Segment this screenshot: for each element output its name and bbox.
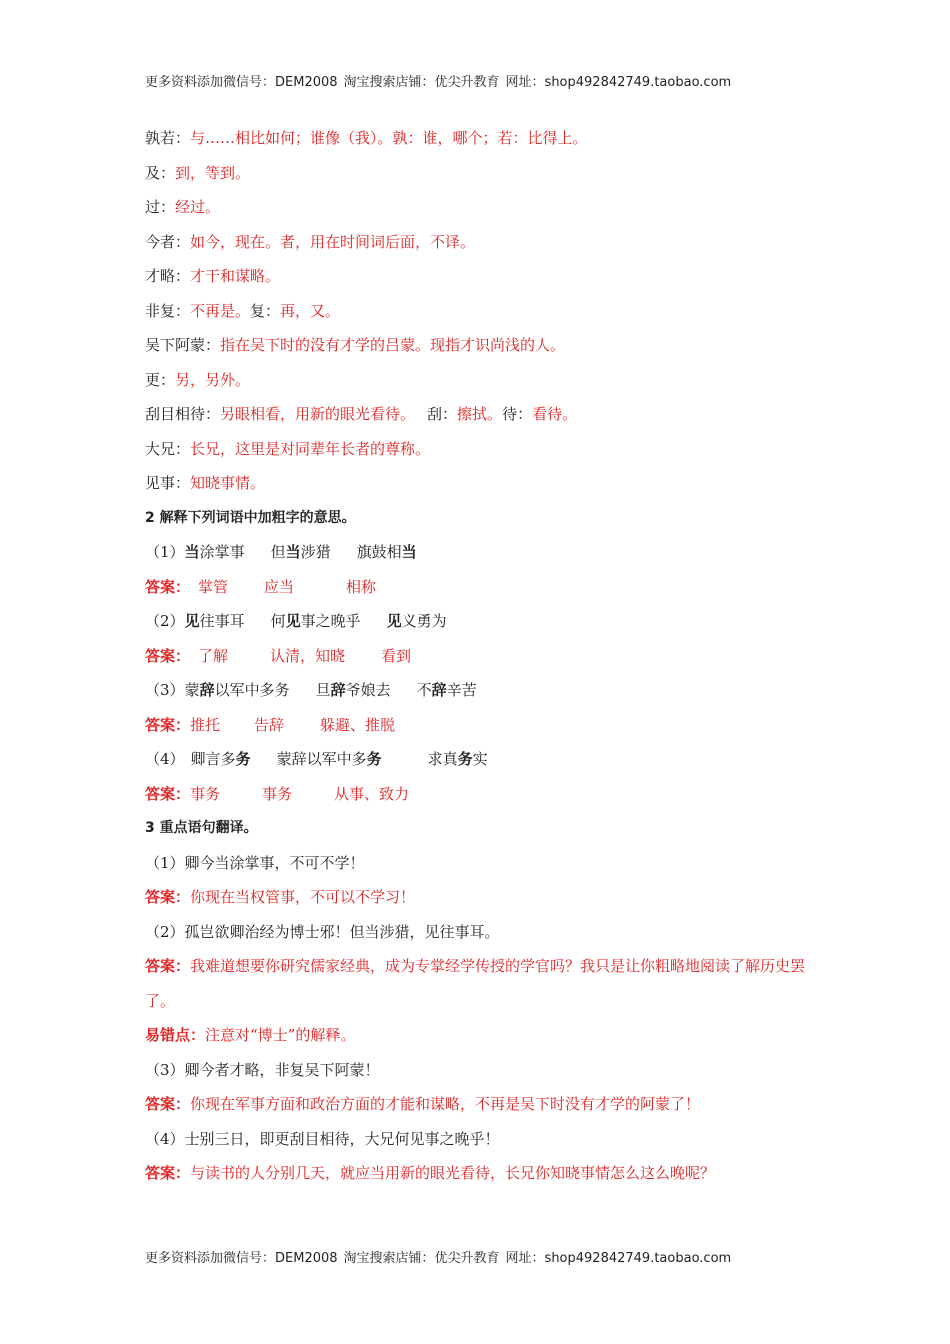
question-line <box>145 745 825 780</box>
vocab-def: 经过。 <box>175 198 221 216</box>
vocab-term: 才略： <box>145 267 191 285</box>
answer-line <box>145 1090 825 1125</box>
answer-value: 从事、致力 <box>334 784 410 803</box>
translation: 你现在军事方面和政治方面的才能和谋略，不再是吴下时没有才学的阿蒙了！ <box>190 1095 701 1113</box>
vocab-def: 与……相比如何；谁像（我）。孰：谁，哪个；若：比得上。 <box>190 129 588 147</box>
note-text: 注意对“博士”的解释。 <box>205 1026 356 1044</box>
vocab-term: 过： <box>145 198 176 216</box>
answer-value: 掌管 <box>198 577 229 596</box>
bold-char: 当 <box>184 543 200 561</box>
question-number: （1） <box>145 543 185 561</box>
answer-label: 答案： <box>145 784 191 803</box>
word-text: 爷娘去 <box>345 681 391 699</box>
vocab-def: 才干和谋略。 <box>190 267 281 285</box>
footer-wechat: 更多资料添加微信号：DEM2008 <box>145 1251 338 1266</box>
answer-value: 看到 <box>381 646 412 665</box>
bold-char: 当 <box>285 543 301 561</box>
answer-line <box>145 780 825 815</box>
footer-shop: 淘宝搜索店铺：优尖升教育 <box>343 1251 500 1266</box>
bold-char: 务 <box>366 750 382 768</box>
answer-value: 事务 <box>190 784 221 803</box>
vocab-def: 不再是。 <box>190 301 251 320</box>
word-text: 旗鼓相 <box>356 543 402 561</box>
vocab-term: 今者： <box>145 232 191 251</box>
header-wechat: 更多资料添加微信号：DEM2008 <box>145 75 338 90</box>
answer-label: 答案： <box>145 715 191 734</box>
vocab-def: 另，另外。 <box>175 370 251 389</box>
vocab-line <box>145 193 825 228</box>
vocab-line <box>145 297 825 332</box>
section-heading: 3 重点语句翻译。 <box>145 820 258 836</box>
page-header <box>145 71 825 90</box>
footer-url: 网址：shop492842749.taobao.com <box>505 1251 732 1266</box>
vocab-line <box>145 400 825 435</box>
answer-line <box>145 883 825 918</box>
word-text: 往事耳 <box>199 612 245 630</box>
vocab-def: 看待。 <box>532 405 578 423</box>
sentence-line: （1）卿今当涂掌事，不可不学！ <box>145 853 365 872</box>
sentence-line: （3）卿今者才略，非复吴下阿蒙！ <box>145 1060 380 1079</box>
answer-line <box>145 642 825 677</box>
word-text: 事之晚乎 <box>300 612 361 630</box>
vocab-term: 刮目相待： <box>145 405 221 423</box>
word-text: 求真 <box>427 750 458 768</box>
vocab-line <box>145 435 825 470</box>
vocab-line <box>145 366 825 401</box>
vocab-def: 如今，现在。者，用在时间词后面，不译。 <box>190 232 476 251</box>
bold-char: 当 <box>401 543 417 561</box>
header-shop: 淘宝搜索店铺：优尖升教育 <box>343 75 500 90</box>
word-text: 涉猎 <box>300 543 331 561</box>
vocab-term: 孰若： <box>145 129 191 147</box>
word-text: 以军中多务 <box>214 681 290 699</box>
word-text: 辛苦 <box>446 681 477 699</box>
vocab-def: 擦拭。 <box>457 405 503 423</box>
bold-char: 务 <box>457 750 473 768</box>
vocab-term: 刮： <box>427 405 458 423</box>
answer-label: 答案： <box>145 1095 191 1113</box>
word-text: 涂掌事 <box>199 543 245 561</box>
word-text: 旦 <box>315 681 331 699</box>
answer-value: 推托 <box>190 715 221 734</box>
vocab-def: 到，等到。 <box>175 163 251 182</box>
vocab-term: 非复： <box>145 301 191 320</box>
answer-line <box>145 949 825 1018</box>
vocab-term: 复： <box>250 301 281 320</box>
answer-label: 答案： <box>145 957 191 975</box>
section-heading: 2 解释下列词语中加粗字的意思。 <box>145 509 356 526</box>
translation: 你现在当权管事，不可以不学习！ <box>190 888 416 906</box>
word-text: 蒙辞以军中多 <box>276 750 367 768</box>
word-text: 但 <box>270 543 286 561</box>
question-line <box>145 676 825 711</box>
vocab-def: 知晓事情。 <box>190 474 266 492</box>
answer-line <box>145 1159 825 1194</box>
sentence-line: （4）士别三日，即更刮目相待，大兄何见事之晚乎！ <box>145 1129 500 1148</box>
bold-char: 见 <box>386 612 402 630</box>
header-url: 网址：shop492842749.taobao.com <box>505 75 732 90</box>
question-line <box>145 538 825 573</box>
word-text: 卿言多 <box>190 750 236 768</box>
answer-label: 答案： <box>145 577 191 596</box>
bold-char: 辞 <box>199 681 215 699</box>
answer-label: 答案： <box>145 888 191 906</box>
answer-value: 躲避、推脱 <box>320 715 396 734</box>
bold-char: 辞 <box>431 681 447 699</box>
bold-char: 见 <box>285 612 301 630</box>
question-number: （3） <box>145 681 185 699</box>
vocab-term: 更： <box>145 370 176 389</box>
word-text: 实 <box>472 750 488 768</box>
vocab-line <box>145 159 825 194</box>
vocab-def: 长兄，这里是对同辈年长者的尊称。 <box>190 439 431 458</box>
document-body <box>145 124 825 1194</box>
vocab-line <box>145 228 825 263</box>
translation: 我难道想要你研究儒家经典，成为专掌经学传授的学官吗？我只是让你粗略地阅读了解历史罢了。 <box>145 957 806 1010</box>
question-number: （2） <box>145 612 185 630</box>
question-number: （4） <box>145 750 185 768</box>
vocab-term: 大兄： <box>145 439 191 458</box>
vocab-def: 再，又。 <box>280 301 341 320</box>
vocab-line <box>145 469 825 504</box>
word-text: 不 <box>416 681 432 699</box>
note-label: 易错点： <box>145 1026 206 1044</box>
page-footer <box>145 1247 825 1266</box>
vocab-line <box>145 124 825 159</box>
answer-value: 相称 <box>346 577 377 596</box>
vocab-def: 另眼相看，用新的眼光看待。 <box>220 405 416 423</box>
answer-line <box>145 573 825 608</box>
answer-value: 告辞 <box>254 715 285 734</box>
word-text: 何 <box>270 612 286 630</box>
translation: 与读书的人分别几天，就应当用新的眼光看待，长兄你知晓事情怎么这么晚呢？ <box>190 1164 716 1182</box>
vocab-term: 见事： <box>145 474 191 492</box>
vocab-line <box>145 262 825 297</box>
vocab-term: 及： <box>145 163 176 182</box>
bold-char: 辞 <box>330 681 346 699</box>
vocab-line <box>145 331 825 366</box>
sentence-line: （2）孤岂欲卿治经为博士邪！但当涉猎，见往事耳。 <box>145 922 500 941</box>
word-text: 义勇为 <box>401 612 447 630</box>
answer-value: 事务 <box>262 784 293 803</box>
vocab-term: 吴下阿蒙： <box>145 336 221 354</box>
answer-value: 了解 <box>198 646 229 665</box>
answer-value: 应当 <box>264 577 295 596</box>
note-line <box>145 1021 825 1056</box>
word-text: 蒙 <box>184 681 200 699</box>
bold-char: 务 <box>235 750 251 768</box>
answer-label: 答案： <box>145 646 191 665</box>
vocab-def: 指在吴下时的没有才学的吕蒙。现指才识尚浅的人。 <box>220 336 566 354</box>
vocab-term: 待： <box>502 405 533 423</box>
answer-label: 答案： <box>145 1164 191 1182</box>
bold-char: 见 <box>184 612 200 630</box>
answer-value: 认清，知晓 <box>270 646 346 665</box>
question-line <box>145 607 825 642</box>
answer-line <box>145 711 825 746</box>
